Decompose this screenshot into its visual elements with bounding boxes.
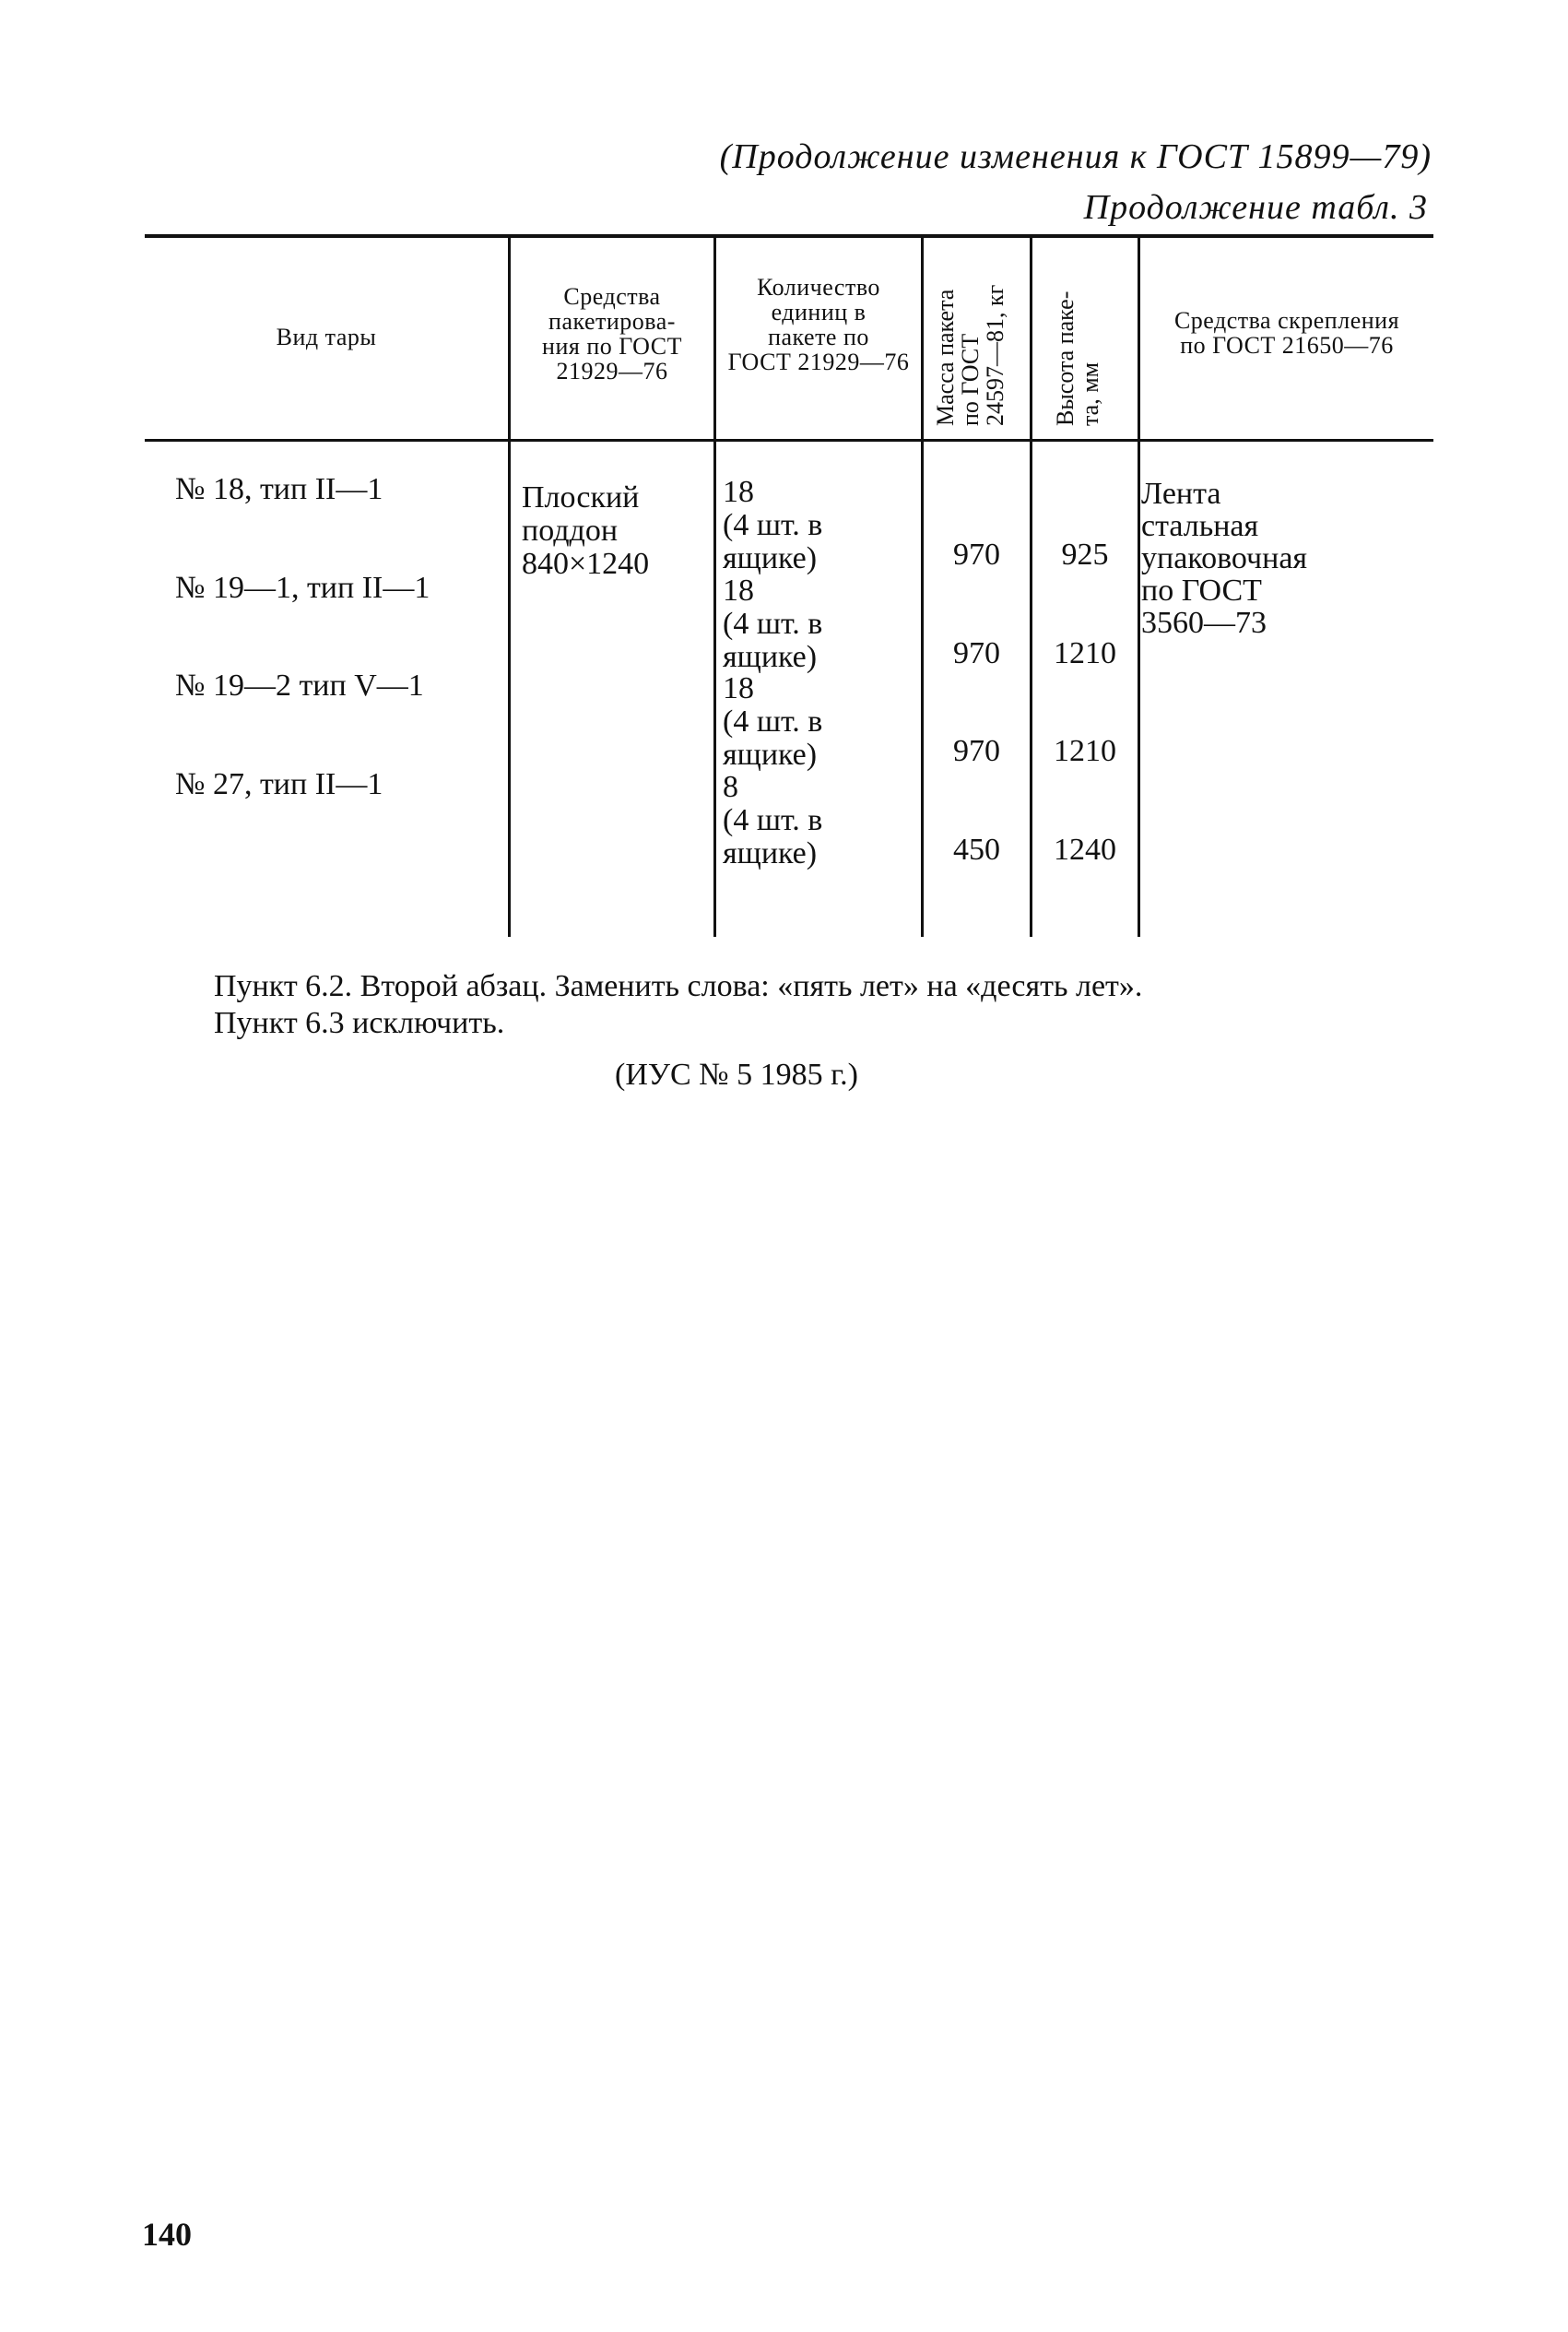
table-row-4-type: № 27, тип II—1 <box>175 767 383 801</box>
col-divider-1-body <box>508 442 511 937</box>
col-divider-2-body <box>713 442 716 937</box>
table-row-2-height: 1210 <box>1054 636 1116 670</box>
col-divider-3 <box>921 238 924 439</box>
packaging-means-cell: Плоский поддон 840×1240 <box>522 480 650 581</box>
table-row-4-qty: 8 (4 шт. в ящике) <box>723 770 823 870</box>
col-header-height: Высота паке- та, мм <box>1052 290 1103 426</box>
col-divider-4 <box>1030 238 1032 439</box>
table-continuation-note: Продолжение табл. 3 <box>1083 188 1428 227</box>
fastening-means-cell: Лента стальная упаковочная по ГОСТ 3560—73 <box>1141 477 1308 640</box>
table-row-1-qty: 18 (4 шт. в ящике) <box>723 475 823 575</box>
col-header-type: Вид тары <box>276 324 377 350</box>
table-row-4-mass: 450 <box>953 833 1000 867</box>
table-row-3-type: № 19—2 тип V—1 <box>175 669 424 703</box>
col-header-quantity: Количество единиц в пакете по ГОСТ 21929—76 <box>727 274 910 375</box>
item-6-3-text: Пункт 6.3 исключить. <box>214 1006 505 1040</box>
col-header-mass: Масса пакета по ГОСТ 24597—81, кг <box>932 284 1008 426</box>
table-row-1-type: № 18, тип II—1 <box>175 472 383 506</box>
table-row-4-height: 1240 <box>1054 833 1116 867</box>
continuation-header: (Продолжение изменения к ГОСТ 15899—79) <box>719 137 1432 176</box>
col-header-packaging: Средства пакетирова- ния по ГОСТ 21929—76 <box>542 283 682 385</box>
item-6-2-text: Пункт 6.2. Второй абзац. Заменить слова: «пять лет» на «десять лет». <box>214 969 1143 1003</box>
table-row-3-qty: 18 (4 шт. в ящике) <box>723 671 823 772</box>
table-header-rule <box>145 439 1433 442</box>
source-reference: (ИУС № 5 1985 г.) <box>615 1058 858 1092</box>
table-row-2-type: № 19—1, тип II—1 <box>175 571 430 605</box>
table-row-2-qty: 18 (4 шт. в ящике) <box>723 574 823 674</box>
table-row-1-mass: 970 <box>953 538 1000 572</box>
table-top-rule <box>145 234 1433 238</box>
col-header-fastening: Средства скрепления по ГОСТ 21650—76 <box>1173 307 1400 359</box>
table-row-1-height: 925 <box>1061 538 1109 572</box>
col-divider-5-body <box>1138 442 1140 937</box>
table-row-2-mass: 970 <box>953 636 1000 670</box>
table-row-3-mass: 970 <box>953 734 1000 768</box>
table-row-3-height: 1210 <box>1054 734 1116 768</box>
page-number: 140 <box>142 2216 192 2253</box>
